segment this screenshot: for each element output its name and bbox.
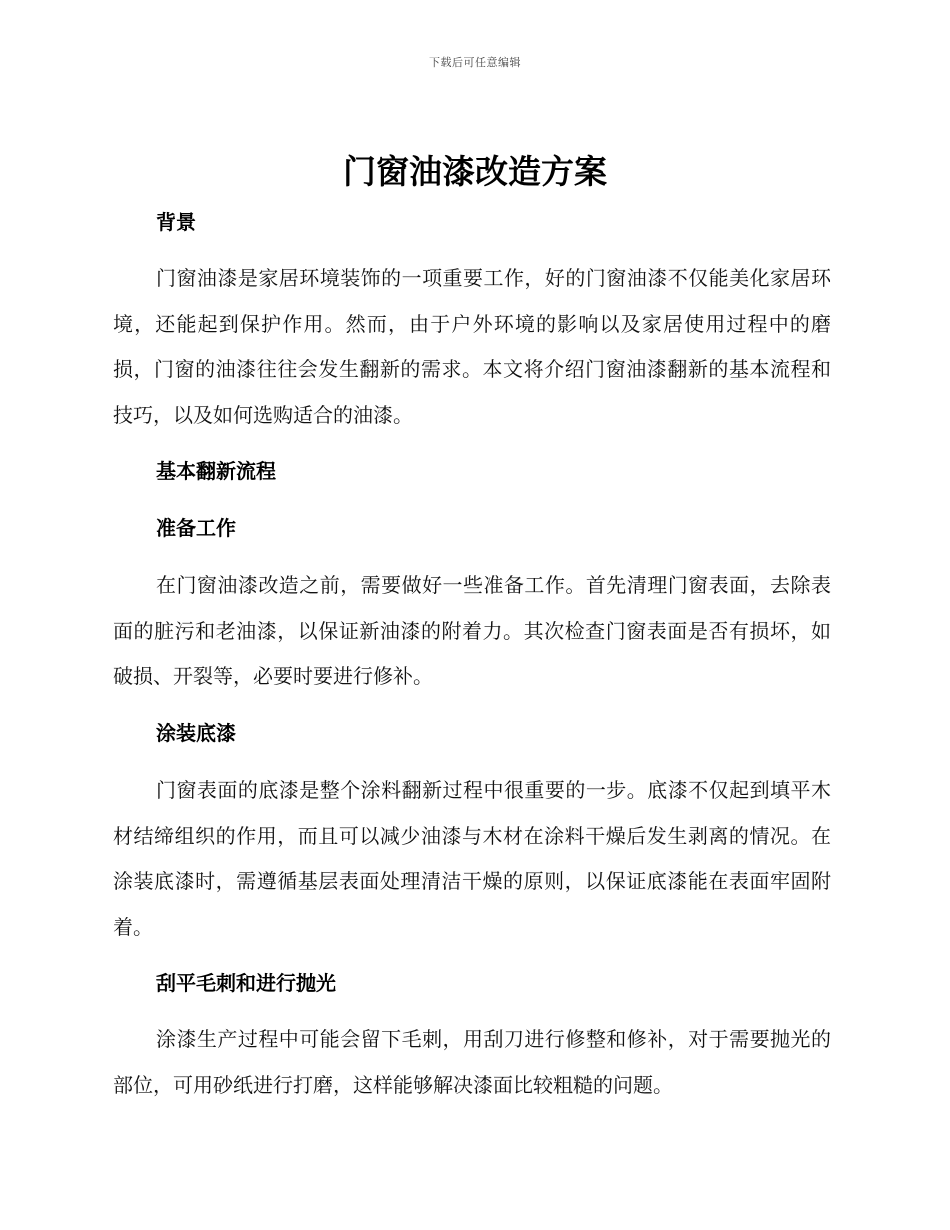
section-heading-deburr-polish: 刮平毛刺和进行抛光 [156, 971, 336, 995]
section-paragraph-background: 门窗油漆是家居环境装饰的一项重要工作，好的门窗油漆不仅能美化家居环境，还能起到保护作用。然而，由于户外环境的影响以及家居使用过程中的磨损，门窗的油漆往往会发生翻新的需求。本文将介绍门窗油漆翻新的基本流程和技巧，以及如何选购适合的油漆。 [113, 266, 831, 427]
section-paragraph-primer: 门窗表面的底漆是整个涂料翻新过程中很重要的一步。底漆不仅起到填平木材结缔组织的作用，而且可以减少油漆与木材在涂料干燥后发生剥离的情况。在涂装底漆时，需遵循基层表面处理清洁干燥的原则，以保证底漆能在表面牢固附着。 [113, 778, 831, 939]
section-heading-preparation: 准备工作 [156, 516, 236, 540]
section-paragraph-preparation: 在门窗油漆改造之前，需要做好一些准备工作。首先清理门窗表面，去除表面的脏污和老油漆，以保证新油漆的附着力。其次检查门窗表面是否有损坏，如破损、开裂等，必要时要进行修补。 [113, 573, 831, 688]
section-heading-primer: 涂装底漆 [156, 721, 236, 745]
section-paragraph-deburr-polish: 涂漆生产过程中可能会留下毛刺，用刮刀进行修整和修补，对于需要抛光的部位，可用砂纸进行打磨，这样能够解决漆面比较粗糙的问题。 [113, 1027, 831, 1097]
document-title: 门窗油漆改造方案 [343, 152, 607, 191]
section-heading-basic-process: 基本翻新流程 [156, 459, 276, 483]
section-heading-background: 背景 [156, 210, 196, 234]
page-header-note: 下载后可任意编辑 [429, 56, 521, 69]
